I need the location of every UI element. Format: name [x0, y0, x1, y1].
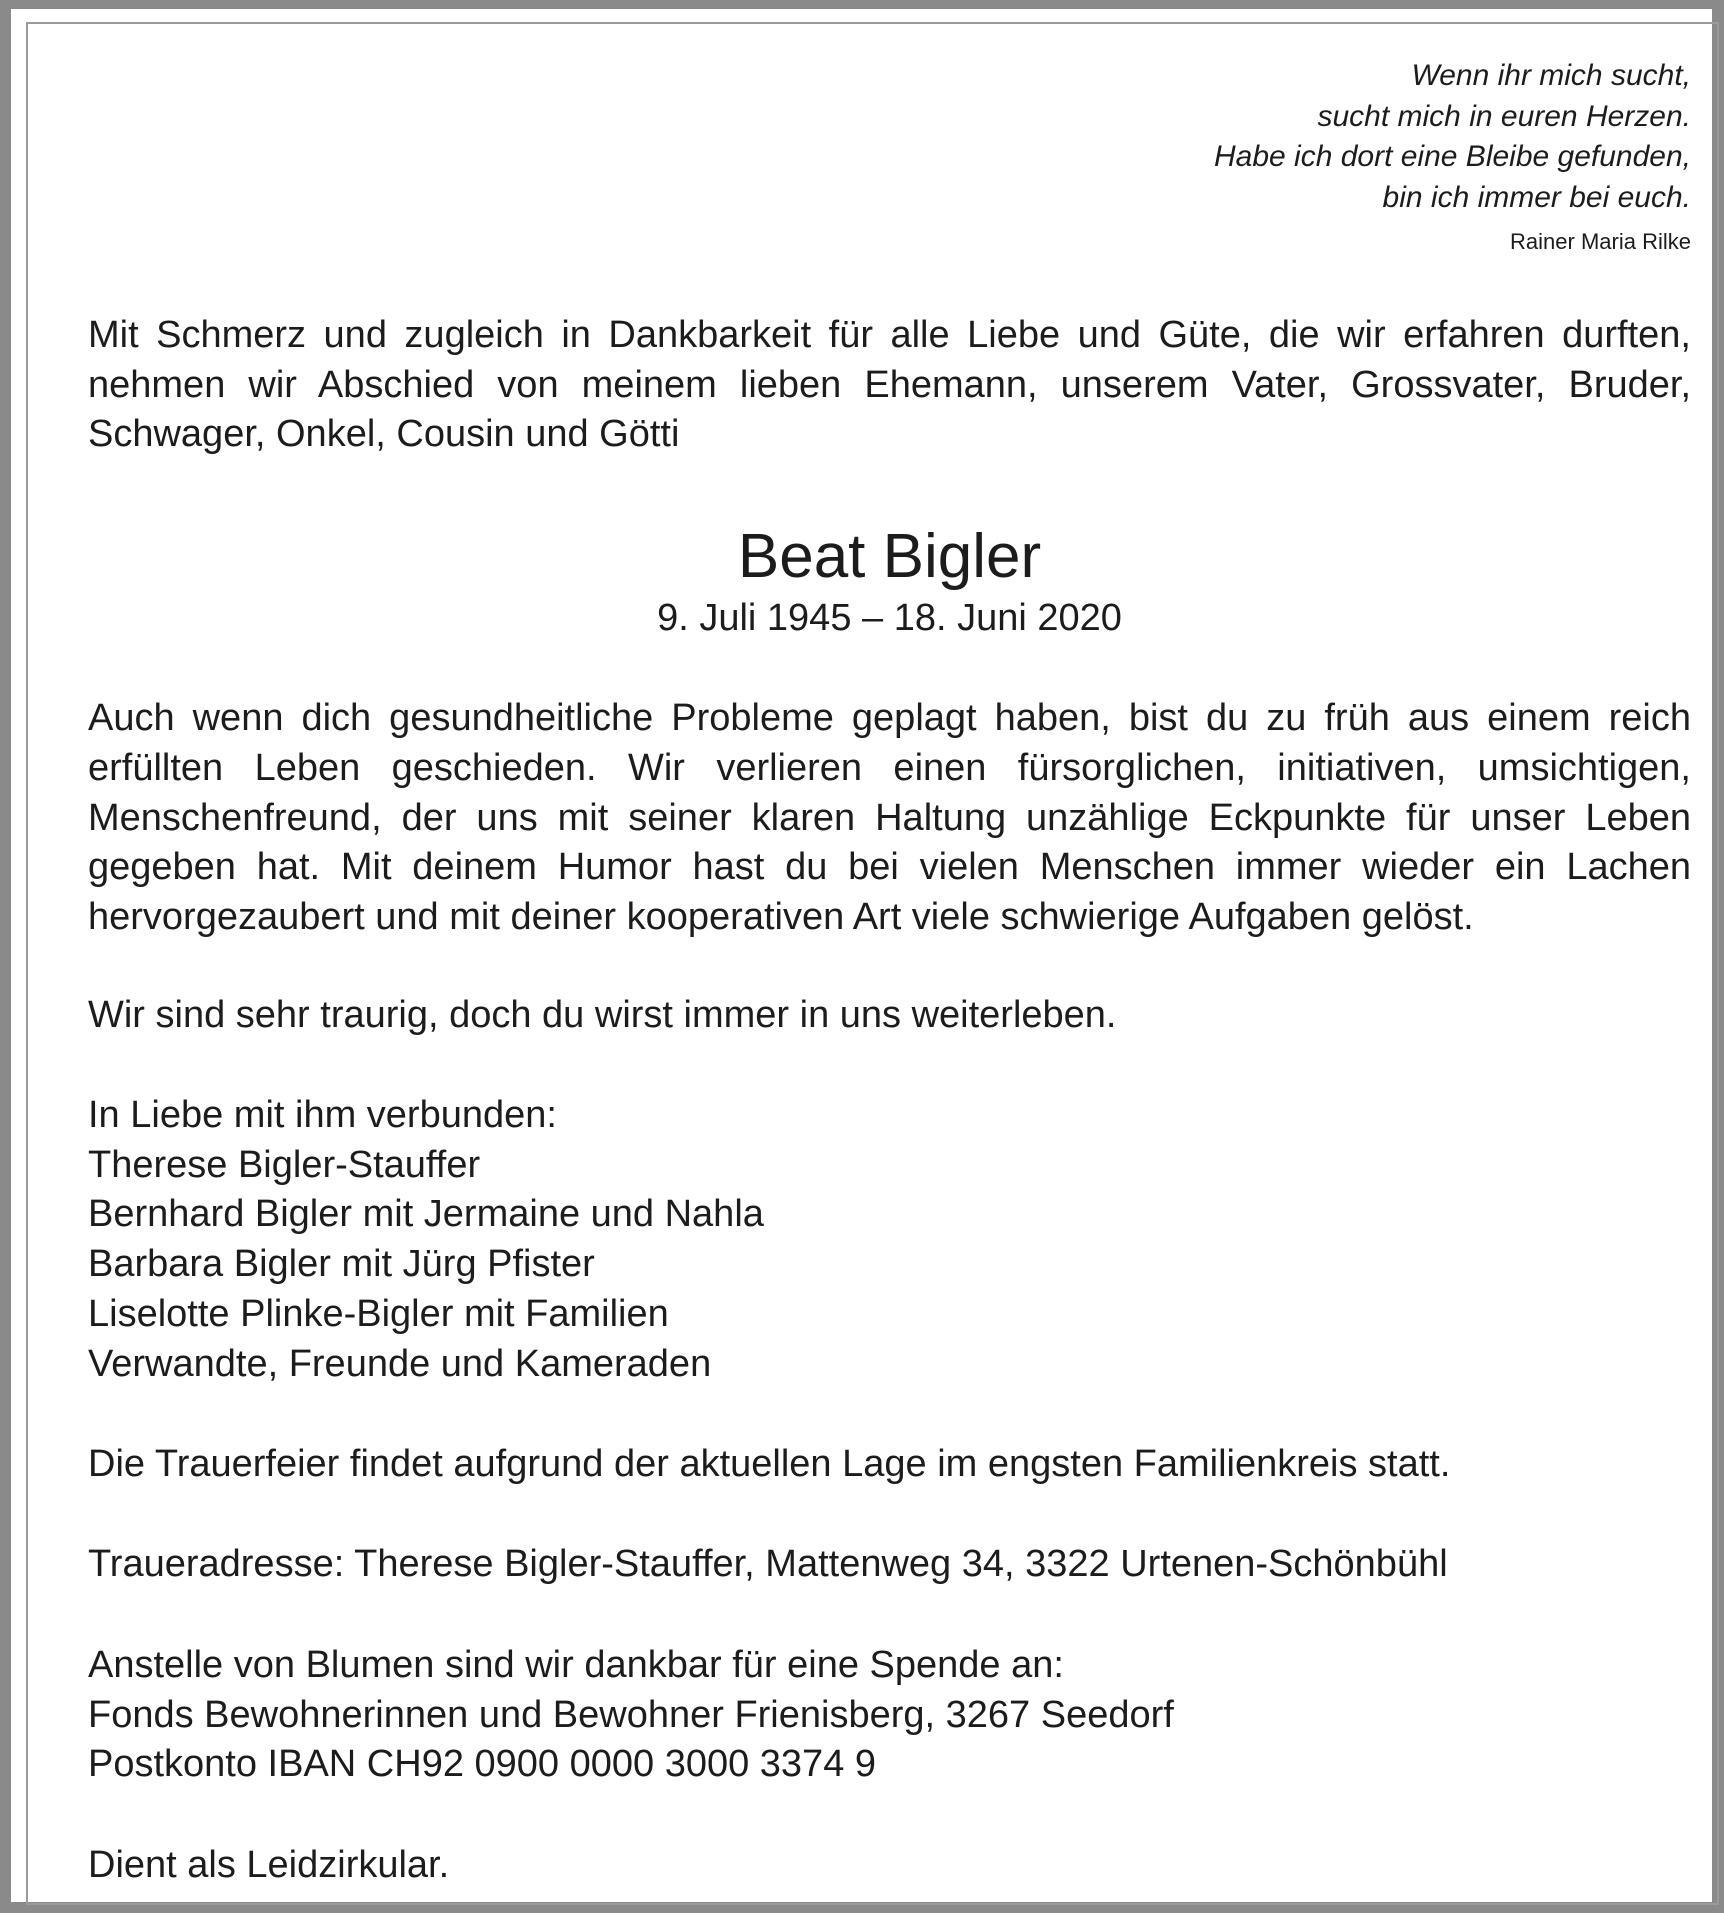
- mourners-list: [88, 1091, 1691, 1389]
- epigraph-poem: [1214, 56, 1691, 218]
- donation-info: [88, 1641, 1691, 1790]
- mourner-name: Barbara Bigler mit Jürg Pfister: [88, 1243, 595, 1286]
- ceremony-notice: Die Trauerfeier findet aufgrund der aktuellen Lage im engsten Familienkreis statt.: [88, 1443, 1451, 1485]
- donation-line: Postkonto IBAN CH92 0900 0000 3000 3374 9: [88, 1743, 877, 1786]
- mourner-name: Bernhard Bigler mit Jermaine und Nahla: [88, 1193, 764, 1236]
- donation-line: Anstelle von Blumen sind wir dankbar für eine Spende an:: [88, 1644, 1064, 1686]
- intro-paragraph: Mit Schmerz und zugleich in Dankbarkeit für alle Liebe und Güte, die wir erfahren durften, nehmen wir Abschied von meinem lieben Ehemann, unserem Vater, Grossvater, Bruder, Schwager, Onkel, Cousin und Götti: [88, 314, 1691, 455]
- tribute-paragraph: Auch wenn dich gesundheitliche Probleme geplagt haben, bist du zu früh aus einem reich erfüllten Leben geschieden. Wir verlieren einen fürsorglichen, initiativen, umsichtigen, Menschenfreund, der uns mit seiner klaren Haltung unzählige Eckpunkte für unser Leben gegeben hat. Mit deinem Humor hast du bei vielen Menschen immer wieder ein Lachen hervorgezaubert und mit deiner kooperativen Art viele schwierige Aufgaben gelöst.: [88, 697, 1691, 939]
- tribute-closing-line: Wir sind sehr traurig, doch du wirst immer in uns weiterleben.: [88, 994, 1117, 1036]
- poem-author: Rainer Maria Rilke: [1510, 229, 1691, 254]
- poem-line: Habe ich dort eine Bleibe gefunden,: [1213, 140, 1691, 173]
- mourning-address: Traueradresse: Therese Bigler-Stauffer, Mattenweg 34, 3322 Urtenen-Schönbühl: [88, 1543, 1448, 1585]
- donation-line: Fonds Bewohnerinnen und Bewohner Frienisberg, 3267 Seedorf: [88, 1693, 1174, 1736]
- poem-line: bin ich immer bei euch.: [1382, 180, 1691, 214]
- deceased-name: Beat Bigler: [737, 522, 1042, 591]
- mourner-name: Liselotte Plinke-Bigler mit Familien: [88, 1292, 669, 1335]
- mourners-heading: In Liebe mit ihm verbunden:: [88, 1094, 557, 1136]
- mourner-name: Therese Bigler-Stauffer: [88, 1143, 481, 1186]
- poem-line: sucht mich in euren Herzen.: [1317, 99, 1691, 133]
- mourner-name: Verwandte, Freunde und Kameraden: [88, 1342, 712, 1385]
- obituary-border: [26, 22, 1719, 1905]
- poem-line: Wenn ihr mich sucht,: [1411, 59, 1691, 92]
- closing-note: Dient als Leidzirkular.: [88, 1844, 450, 1886]
- life-dates: 9. Juli 1945 – 18. Juni 2020: [657, 597, 1122, 639]
